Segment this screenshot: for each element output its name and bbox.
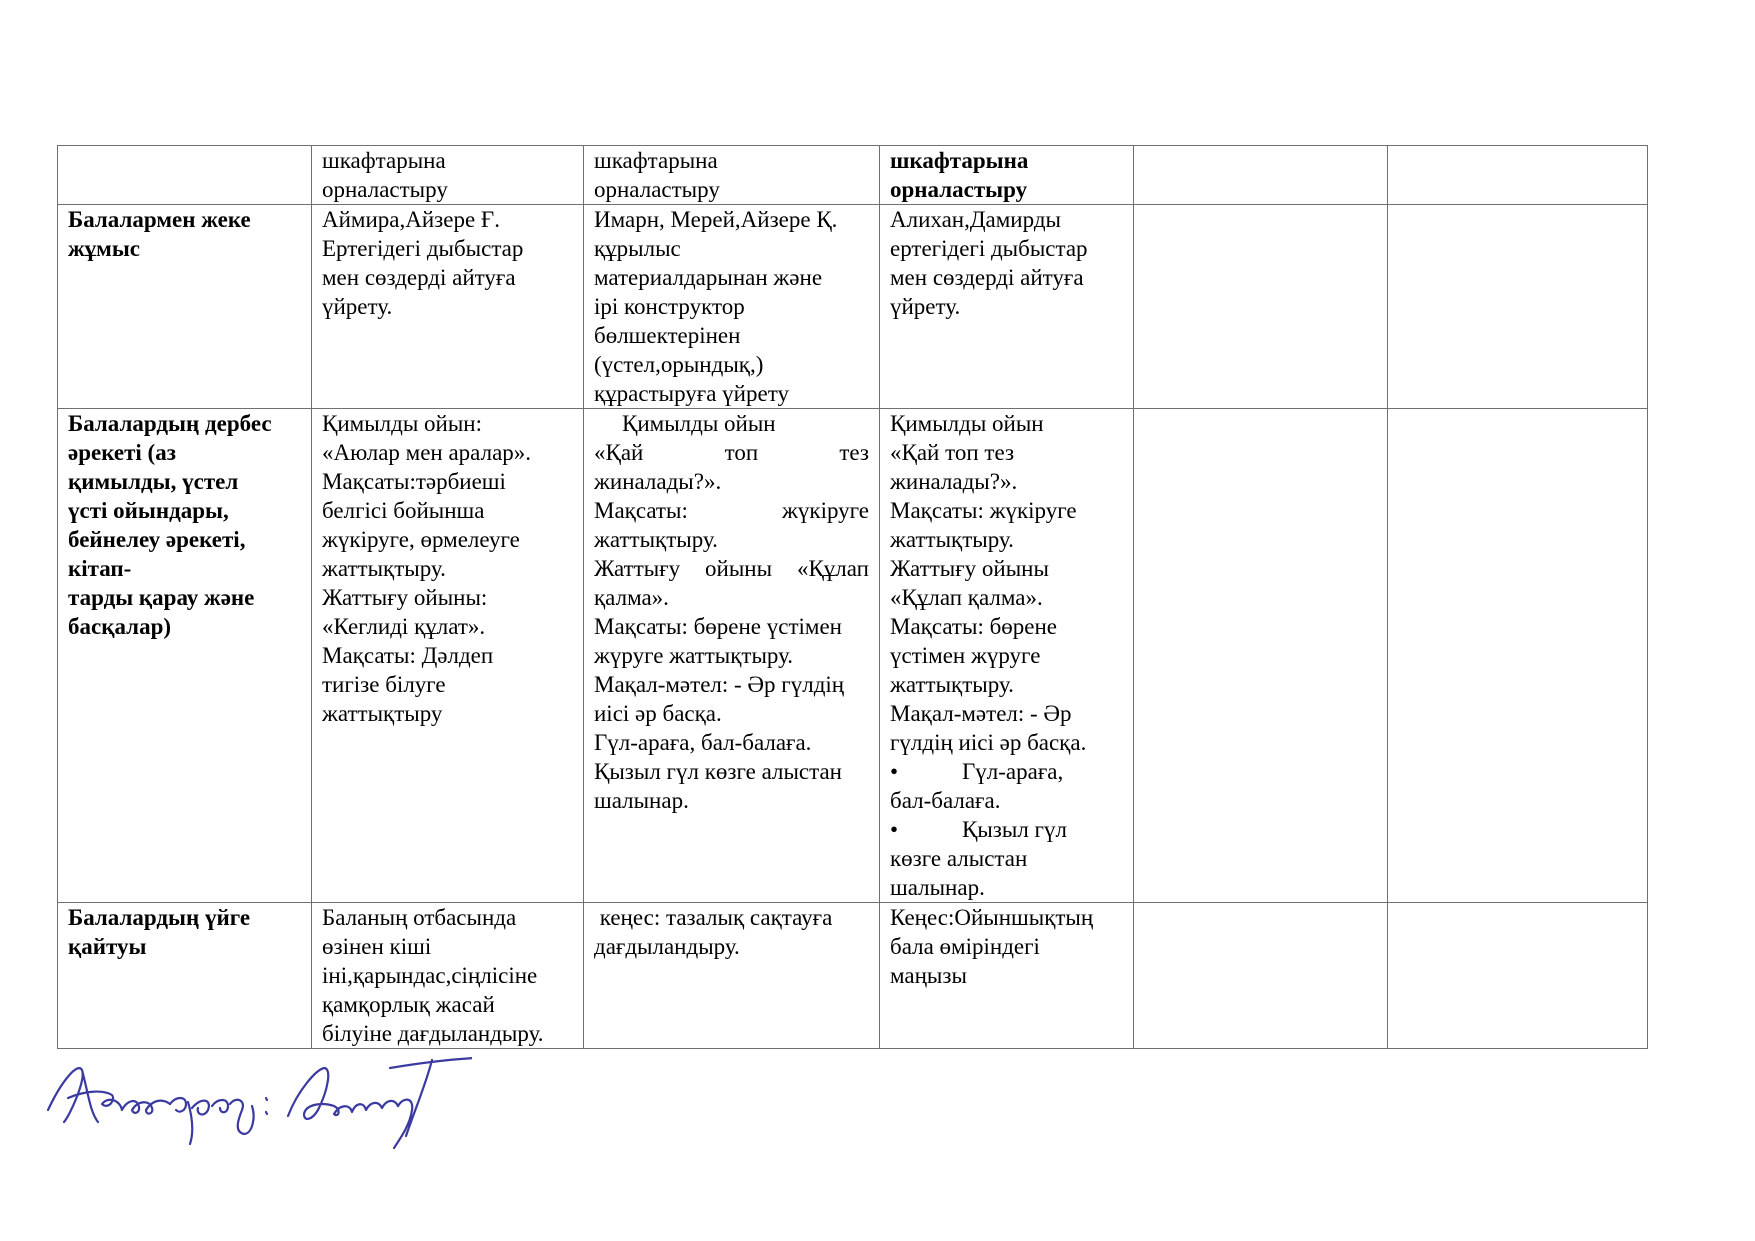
cell-day-3: Кеңес:Ойыншықтың бала өміріндегі маңызы (880, 903, 1134, 1049)
cell-day-5 (1388, 903, 1648, 1049)
cell-day-5 (1388, 409, 1648, 903)
cell-day-1: шкафтарына орналастыру (312, 146, 584, 205)
cell-day-4 (1134, 409, 1388, 903)
cell-day-5 (1388, 205, 1648, 409)
plan-table (57, 145, 1648, 1049)
table-row (58, 205, 1648, 409)
cell-day-2: кеңес: тазалық сақтауға дағдыландыру. (584, 903, 880, 1049)
row-label (58, 146, 312, 205)
cell-day-1: Баланың отбасында өзінен кіші іні,қарындас,сіңлісіне қамқорлық жасай білуіне дағдыландыру. (312, 903, 584, 1049)
cell-day-4 (1134, 205, 1388, 409)
cell-day-2: Қимылды ойын «Қай топ тез жиналады?». Мақсаты: жүкіруге жаттықтыру. Жаттығу ойыны «Құлап қалма». Мақсаты: бөрене үстімен жүруге жаттықтыру. Мақал-мәтел: - Әр гүлдің иісі әр басқа. Гүл-араға, бал-балаға. Қызыл гүл көзге алыстан шалынар. (584, 409, 880, 903)
handwritten-signature (42, 1040, 472, 1170)
cell-day-3: Алихан,Дамирды ертегідегі дыбыстар мен сөздерді айтуға үйрету. (880, 205, 1134, 409)
table-row (58, 146, 1648, 205)
row-label: Балалардың дербес әрекеті (аз қимылды, үстел үсті ойындары, бейнелеу әрекеті, кітап- тарды қарау және басқалар) (58, 409, 312, 903)
cell-day-2: шкафтарына орналастыру (584, 146, 880, 205)
row-label: Балалармен жеке жұмыс (58, 205, 312, 409)
cell-day-3: шкафтарына орналастыру (880, 146, 1134, 205)
table-row (58, 409, 1648, 903)
list-item: • Қызыл гүл (890, 817, 1067, 842)
cell-day-4 (1134, 146, 1388, 205)
row-label: Балалардың үйге қайтуы (58, 903, 312, 1049)
cell-day-4 (1134, 903, 1388, 1049)
cell-day-1: Аймира,Айзере Ғ. Ертегідегі дыбыстар мен сөздерді айтуға үйрету. (312, 205, 584, 409)
cell-day-5 (1388, 146, 1648, 205)
cell-day-3: Қимылды ойын «Қай топ тез жиналады?». Мақсаты: жүкіруге жаттықтыру. Жаттығу ойыны «Құлап қалма». Мақсаты: бөрене үстімен жүруге жаттықтыру. Мақал-мәтел: - Әр гүлдің иісі әр басқа. • Гүл-араға, бал-балаға. • Қызыл гүл көзге алыстан шалынар. (880, 409, 1134, 903)
list-item: • Гүл-араға, (890, 759, 1064, 784)
table-row (58, 903, 1648, 1049)
cell-day-1: Қимылды ойын: «Аюлар мен аралар». Мақсаты:тәрбиеші белгісі бойынша жүкіруге, өрмелеуге жаттықтыру. Жаттығу ойыны: «Кеглиді құлат». Мақсаты: Дәлдеп тигізе білуге жаттықтыру (312, 409, 584, 903)
cell-day-2: Имарн, Мерей,Айзере Қ. құрылыс материалдарынан және ірі конструктор бөлшектерінен (үстел,орындық,) құрастыруға үйрету (584, 205, 880, 409)
